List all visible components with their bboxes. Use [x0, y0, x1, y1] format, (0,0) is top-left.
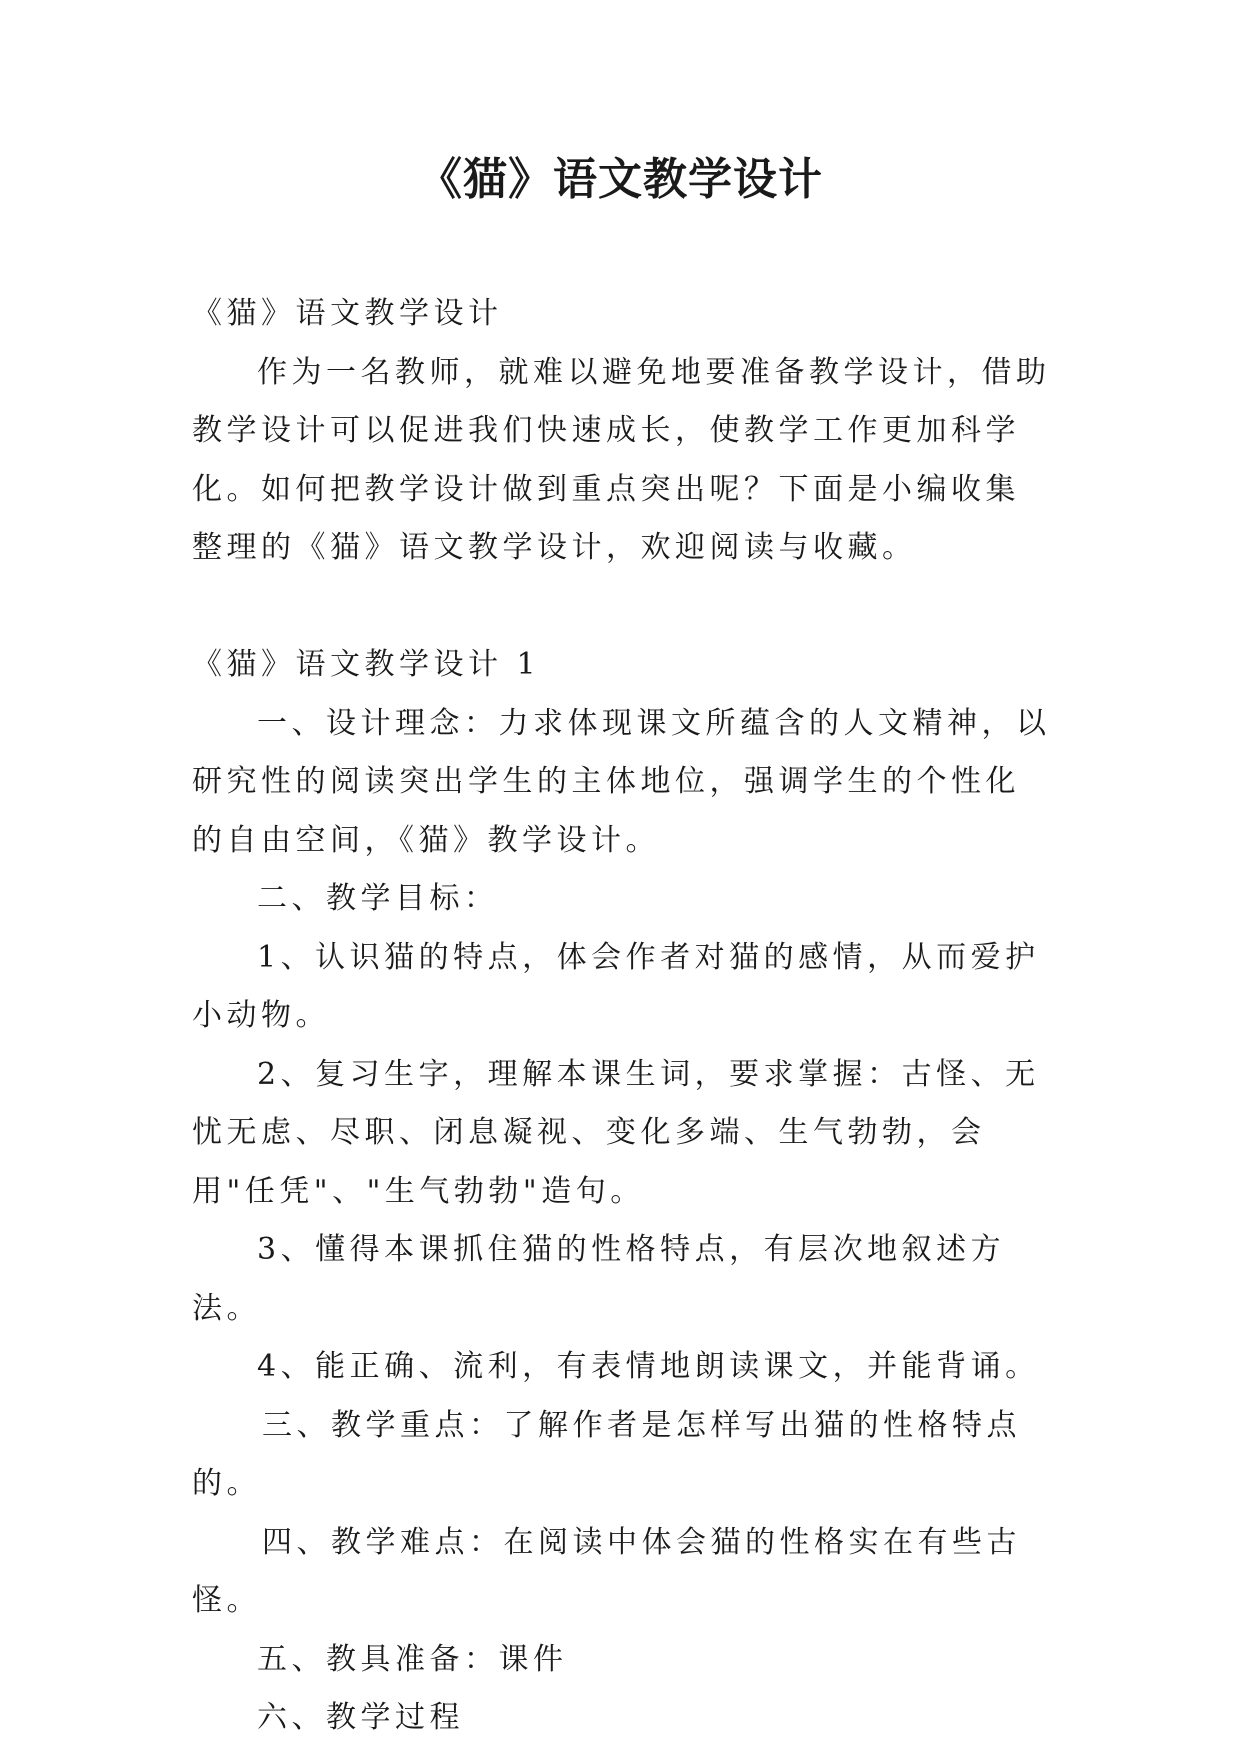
subtitle: 《猫》语文教学设计: [192, 296, 503, 331]
page-title: 《猫》语文教学设计: [418, 154, 823, 205]
goal-item-3: 3、懂得本课抓住猫的性格特点，有层次地叙述方法。: [192, 1232, 1006, 1326]
section-heading: 《猫》语文教学设计 1: [192, 647, 541, 682]
key-point: 三、教学重点：了解作者是怎样写出猫的性格特点的。: [192, 1407, 1021, 1501]
goal-item-2: 2、复习生字，理解本课生词，要求掌握：古怪、无忧无虑、尽职、闭息凝视、变化多端、生气勃勃，会用"任凭"、"生气勃勃"造句。: [192, 1056, 1040, 1209]
difficulty: 四、教学难点：在阅读中体会猫的性格实在有些古怪。: [192, 1524, 1021, 1618]
goal-item-1: 1、认识猫的特点，体会作者对猫的感情，从而爱护小动物。: [192, 939, 1040, 1033]
goals-heading: 二、教学目标：: [257, 881, 499, 916]
paragraph-spacer: [192, 578, 1052, 637]
design-concept: 一、设计理念：力求体现课文所蕴含的人文精神，以研究性的阅读突出学生的主体地位，强调学生的个性化的自由空间，《猫》教学设计。: [192, 705, 1051, 858]
intro-paragraph: 作为一名教师，就难以避免地要准备教学设计，借助教学设计可以促进我们快速成长，使教学工作更加科学化。如何把教学设计做到重点突出呢？下面是小编收集整理的《猫》语文教学设计，欢迎阅读与收藏。: [192, 354, 1051, 565]
materials: 五、教具准备：课件: [257, 1641, 568, 1677]
goal-item-4: 4、能正确、流利，有表情地朗读课文，并能背诵。: [257, 1349, 1040, 1384]
document-body: [192, 285, 1052, 1748]
teaching-process: 六、教学过程: [257, 1700, 464, 1735]
